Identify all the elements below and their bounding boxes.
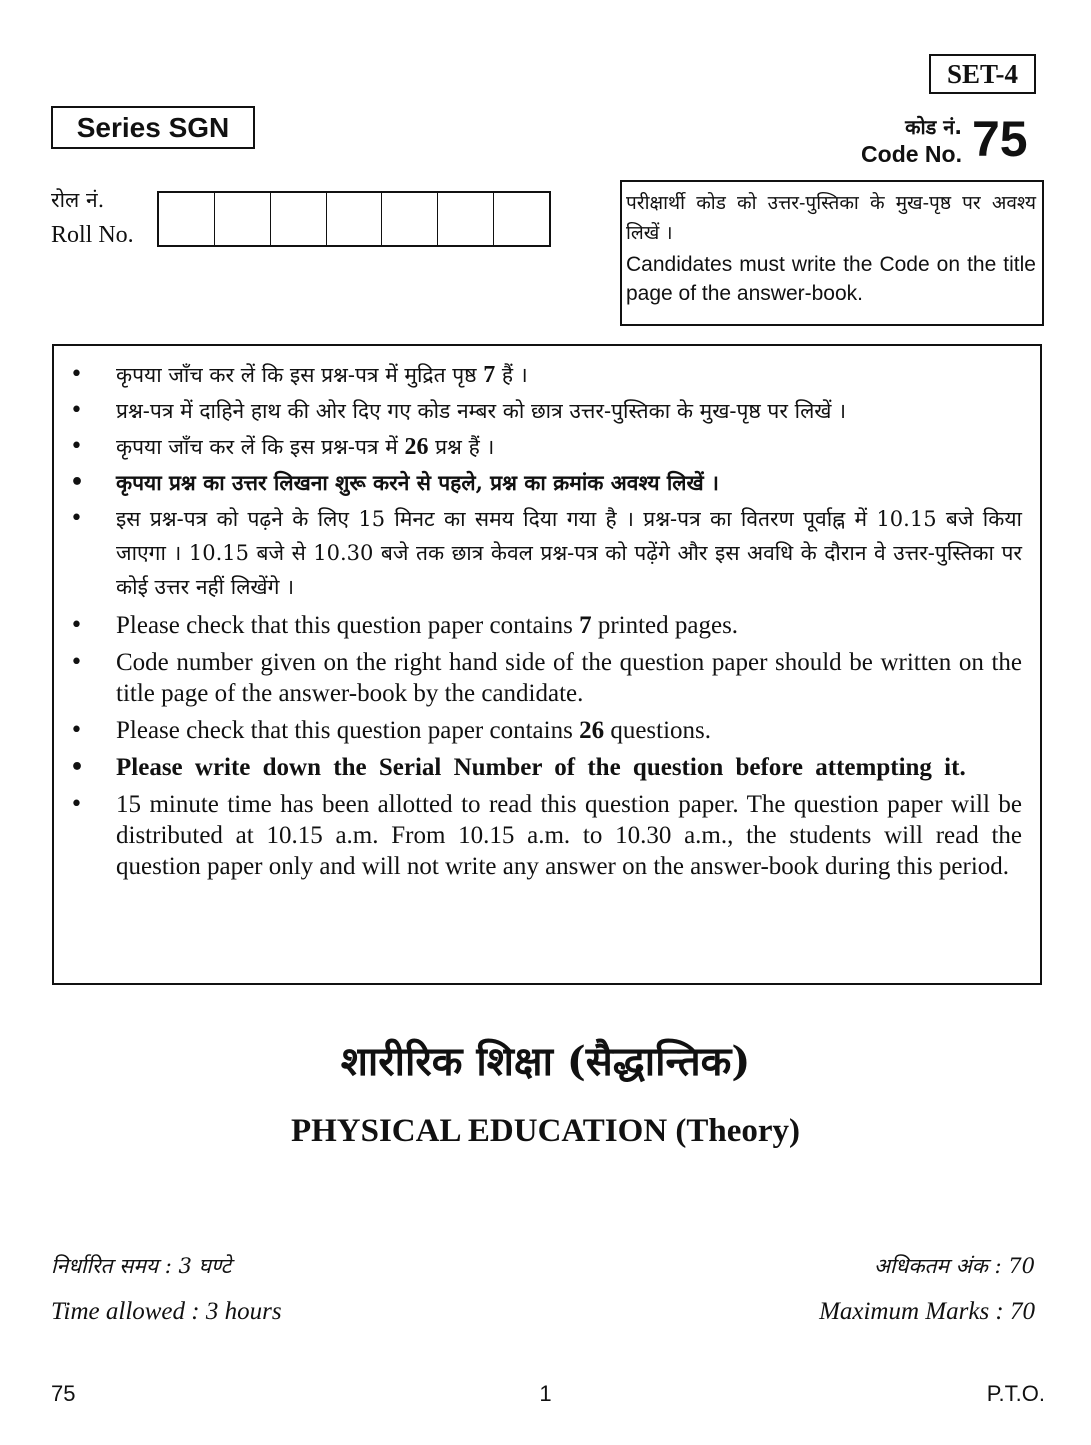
instruction-text: कृपया जाँच कर लें कि इस प्रश्न-पत्र में [116, 435, 405, 459]
roll-digit-box[interactable] [159, 193, 215, 245]
instruction-text: प्रश्न हैं । [428, 435, 495, 459]
instruction-item [54, 715, 1040, 746]
roll-label-english: Roll No. [51, 222, 134, 248]
time-allowed-english: Time allowed : 3 hours [51, 1298, 282, 1325]
question-count: 26 [404, 434, 429, 460]
instruction-item [54, 789, 1040, 882]
instruction-text: Please check that this question paper contains [116, 612, 580, 639]
instruction-item [54, 752, 1040, 783]
bullet-icon: • [70, 792, 83, 817]
instruction-item [54, 358, 1040, 392]
instruction-text: questions. [604, 717, 712, 744]
instruction-item [54, 647, 1040, 709]
instruction-text: कृपया प्रश्न का उत्तर लिखना शुरू करने से पहले, प्रश्न का क्रमांक अवश्य लिखें । [116, 470, 719, 495]
instruction-item [54, 610, 1040, 641]
bullet-icon: • [70, 650, 83, 675]
roll-digit-box[interactable] [271, 193, 327, 245]
instructions-list [54, 358, 1040, 882]
instruction-item [54, 502, 1040, 604]
bullet-icon: • [70, 434, 83, 459]
instruction-item [54, 466, 1040, 500]
instruction-text: 15 minute time has been allotted to read this question paper. The question paper will be distributed at 10.15 a.m. From 10.15 a.m. to 10.30 a.m., the students will read the question paper only and will not write any answer on the answer-book during this period. [116, 791, 1022, 880]
roll-label-hindi: रोल नं. [51, 188, 105, 212]
subject-title-english: PHYSICAL EDUCATION (Theory) [290, 1113, 801, 1149]
footer-code: 75 [51, 1381, 76, 1406]
instruction-text: प्रश्न-पत्र में दाहिने हाथ की ओर दिए गए कोड नम्बर को छात्र उत्तर-पुस्तिका के मुख-पृष्ठ पर लिखें । [116, 399, 847, 423]
roll-digit-box[interactable] [382, 193, 438, 245]
instruction-text: Code number given on the right hand side of the question paper should be written on the title page of the answer-book by the candidate. [116, 649, 1022, 707]
roll-digit-box[interactable] [494, 193, 549, 245]
roll-digit-box[interactable] [215, 193, 271, 245]
page-count: 7 [483, 362, 496, 388]
instructions-box [52, 344, 1042, 985]
instruction-text: हैं । [495, 363, 528, 387]
code-label-english: Code No. [861, 141, 962, 167]
instruction-item [54, 430, 1040, 464]
bullet-icon: • [70, 506, 83, 531]
code-number: 75 [972, 111, 1028, 167]
instruction-text: Please write down the Serial Number of the question before attempting it. [116, 754, 966, 781]
instruction-text: कृपया जाँच कर लें कि इस प्रश्न-पत्र में मुद्रित पृष्ठ [116, 363, 484, 387]
bullet-icon: • [70, 755, 85, 780]
candidate-note-hindi: परीक्षार्थी कोड को उत्तर-पुस्तिका के मुख-पृष्ठ पर अवश्य लिखें । [626, 192, 1036, 244]
bullet-icon: • [70, 398, 83, 423]
subject-title-hindi: शारीरिक शिक्षा (सैद्धान्तिक) [340, 1038, 751, 1085]
roll-digit-box[interactable] [438, 193, 494, 245]
maximum-marks-english: Maximum Marks : 70 [819, 1298, 1035, 1325]
candidate-note-box [620, 180, 1044, 326]
bullet-icon: • [70, 362, 83, 387]
code-label-hindi: कोड नं. [905, 115, 962, 139]
maximum-marks-hindi: अधिकतम अंक : 70 [873, 1254, 1035, 1278]
bullet-icon: • [70, 718, 83, 743]
page-count: 7 [579, 612, 592, 639]
question-count: 26 [579, 717, 605, 744]
instruction-text: इस प्रश्न-पत्र को पढ़ने के लिए 15 मिनट का समय दिया गया है । प्रश्न-पत्र का वितरण पूर्वाह्न में 10.15 बजे किया जाएगा । 10.15 बजे से 10.30 बजे तक छात्र केवल प्रश्न-पत्र को पढ़ेंगे और इस अवधि के दौरान वे उत्तर-पुस्तिका पर कोई उत्तर नहीं लिखेंगे । [116, 507, 1022, 599]
bullet-icon: • [70, 470, 85, 495]
set-label: SET-4 [929, 54, 1036, 94]
bullet-icon: • [70, 613, 83, 638]
pto-label: P.T.O. [986, 1381, 1045, 1406]
time-allowed-hindi: निर्धारित समय : 3 घण्टे [51, 1254, 232, 1278]
instruction-item [54, 394, 1040, 428]
roll-number-boxes[interactable] [157, 191, 551, 247]
candidate-note-english: Candidates must write the Code on the title page of the answer-book. [626, 253, 1036, 305]
roll-digit-box[interactable] [327, 193, 383, 245]
instruction-text: printed pages. [591, 612, 739, 639]
series-label: Series SGN [51, 106, 255, 149]
instruction-text: Please check that this question paper contains [116, 717, 580, 744]
page-number: 1 [539, 1381, 552, 1406]
